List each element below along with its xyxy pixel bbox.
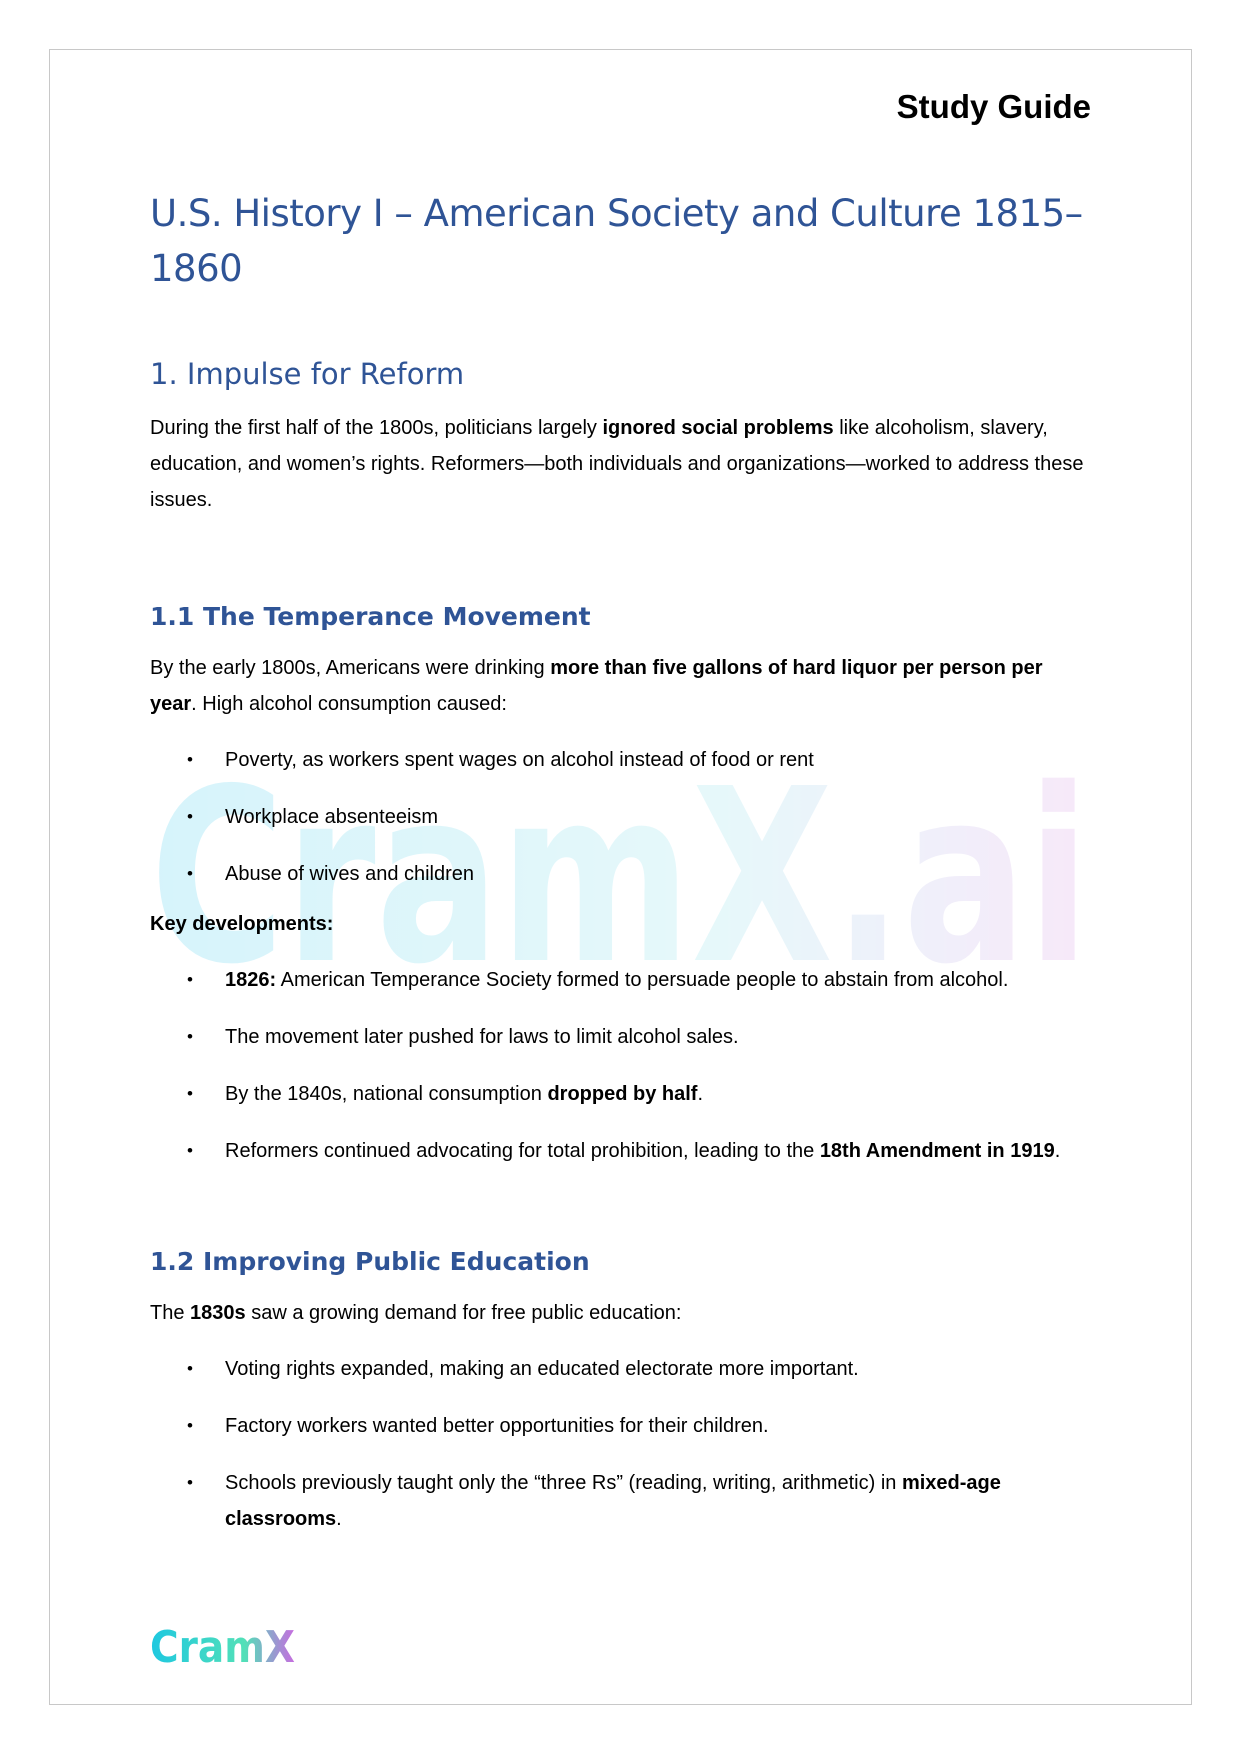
list-item: • The movement later pushed for laws to limit alcohol sales. [150, 1019, 1090, 1055]
education-list [150, 1351, 1090, 1537]
developments-list [150, 962, 1090, 1169]
list-item: • Schools previously taught only the “three Rs” (reading, writing, arithmetic) in mixed-age classrooms. [150, 1465, 1090, 1537]
temperance-intro: By the early 1800s, Americans were drinking more than five gallons of hard liquor per person per year. High alcohol consumption caused: [150, 657, 1043, 715]
document-header: Study Guide [896, 88, 1091, 125]
section-heading-1-1: 1.1 The Temperance Movement [150, 602, 591, 631]
document-body [150, 186, 1090, 1537]
list-item: • Reformers continued advocating for total prohibition, leading to the 18th Amendment in 1919. [150, 1133, 1090, 1169]
list-item: • Abuse of wives and children [150, 856, 1090, 892]
section-heading-1: 1. Impulse for Reform [150, 357, 465, 391]
cramx-logo [150, 1620, 300, 1670]
section-heading-1-2: 1.2 Improving Public Education [150, 1247, 590, 1276]
education-intro: The 1830s saw a growing demand for free public education: [150, 1302, 682, 1324]
list-item: • 1826: American Temperance Society formed to persuade people to abstain from alcohol. [150, 962, 1090, 998]
list-item: • Voting rights expanded, making an educated electorate more important. [150, 1351, 1090, 1387]
list-item: • Workplace absenteeism [150, 799, 1090, 835]
causes-list [150, 742, 1090, 892]
list-item: • Factory workers wanted better opportunities for their children. [150, 1408, 1090, 1444]
key-developments-label: Key developments: [150, 913, 334, 935]
list-item: • Poverty, as workers spent wages on alcohol instead of food or rent [150, 742, 1090, 778]
logo-text: CramX [150, 1622, 296, 1670]
document-title: U.S. History I – American Society and Culture 1815–1860 [150, 192, 1083, 290]
watermark-text: CramX.ai [150, 755, 1090, 985]
list-item: • By the 1840s, national consumption dropped by half. [150, 1076, 1090, 1112]
section-1-paragraph: During the first half of the 1800s, politicians largely ignored social problems like alcoholism, slavery, education, and women’s rights. Reformers—both individuals and organizations—worked to address these issues. [150, 417, 1084, 511]
